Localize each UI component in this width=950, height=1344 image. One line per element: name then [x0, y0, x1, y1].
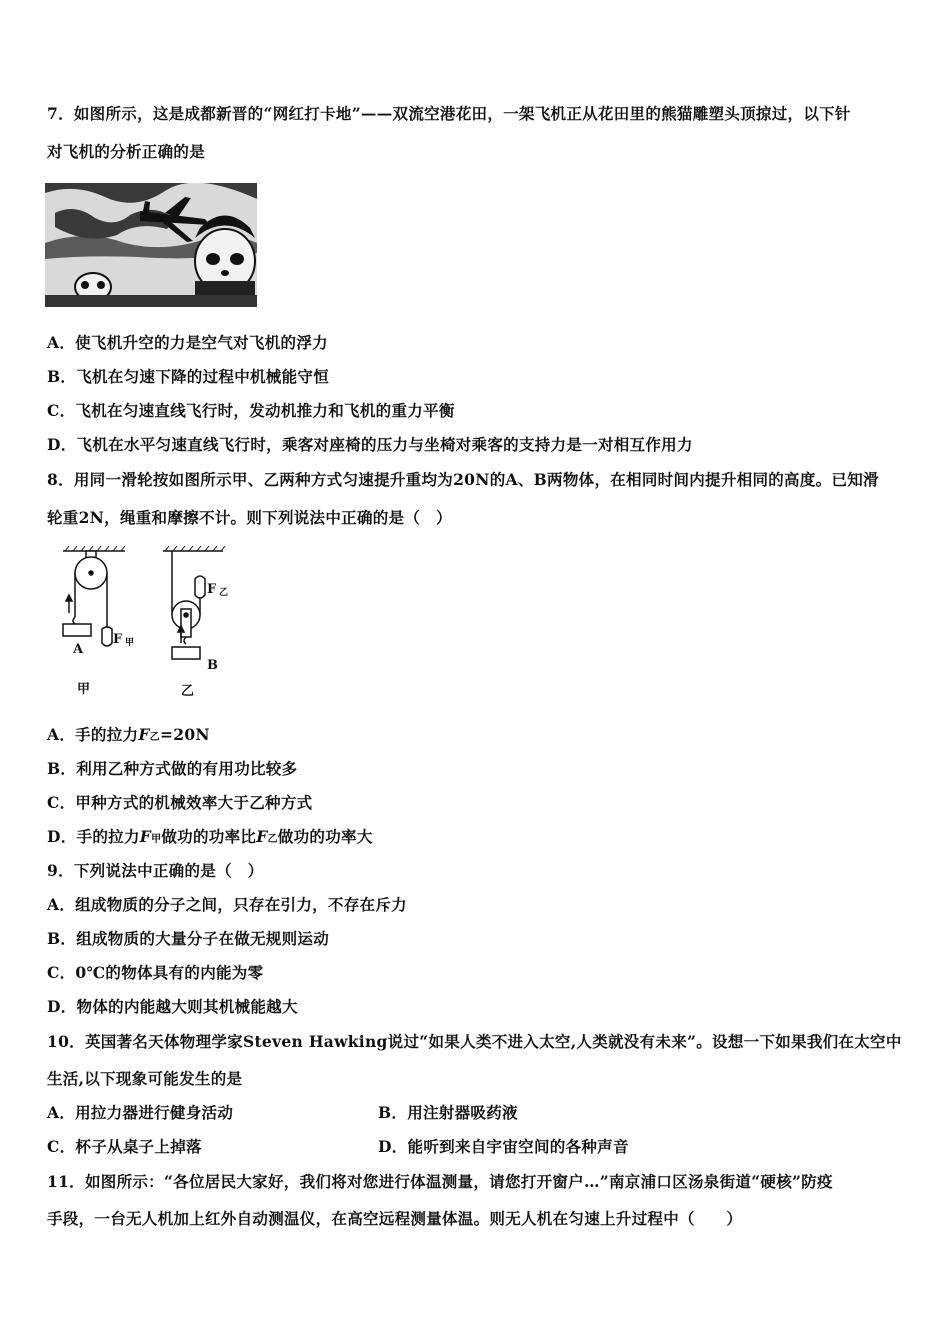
- q8-option-b: B．利用乙种方式做的有用功比较多: [47, 759, 298, 778]
- q8-label-f-yi-sub: 乙: [219, 588, 229, 598]
- q7-stem-line2: 对飞机的分析正确的是: [47, 142, 206, 161]
- q8-label-block-b: B: [207, 658, 218, 673]
- q8-option-d: [47, 825, 373, 847]
- q8-stem-line2: 轮重2N，绳重和摩擦不计。则下列说法中正确的是（ ）: [47, 508, 452, 527]
- q8-option-a-suffix: =20N: [159, 725, 210, 744]
- q8-option-d-sub2: 乙: [267, 834, 278, 845]
- q7-option-a: A．使飞机升空的力是空气对飞机的浮力: [47, 333, 328, 352]
- q8-label-block-a: A: [73, 642, 84, 657]
- q8-option-d-f2: F: [256, 827, 268, 846]
- q7-photo-plane-panda: [45, 183, 257, 307]
- q8-option-a-sub: 乙: [149, 732, 160, 743]
- q8-option-d-suffix: 做功的功率大: [277, 827, 373, 846]
- q11-stem-line1: 11．如图所示：“各位居民大家好，我们将对您进行体温测量，请您打开窗户…”南京浦口区汤泉街道“硬核”防疫: [47, 1172, 833, 1191]
- q9-option-a: A．组成物质的分子之间，只存在引力，不存在斥力: [47, 895, 407, 914]
- panda-statue-icon: [195, 216, 255, 308]
- q8-label-f-jia-sub: 甲: [125, 638, 135, 648]
- q8-pulley-diagram: [55, 543, 235, 703]
- q7-option-b: B．飞机在匀速下降的过程中机械能守恒: [47, 367, 330, 386]
- q8-option-d-sub1: 甲: [151, 834, 162, 845]
- q11-stem-line2: 手段，一台无人机加上红外自动测温仪，在高空远程测量体温。则无人机在匀速上升过程中（ ）: [47, 1209, 743, 1228]
- q8-option-d-mid: 做功的功率比: [161, 827, 257, 846]
- q8-caption-yi: 乙: [181, 684, 195, 699]
- q9-stem: 9．下列说法中正确的是（ ）: [47, 861, 264, 880]
- movable-pulley-figure: [163, 546, 225, 659]
- q8-stem-line1: 8．用同一滑轮按如图所示甲、乙两种方式匀速提升重均为20N的A、B两物体，在相同时间内提升相同的高度。已知滑: [47, 470, 879, 489]
- q8-option-d-f1: F: [139, 827, 152, 846]
- q10-stem-line2: 生活,以下现象可能发生的是: [47, 1069, 243, 1088]
- q10-option-b: B．用注射器吸药液: [378, 1103, 518, 1122]
- q8-option-a: [47, 723, 210, 745]
- hand-icon: [102, 627, 112, 646]
- q8-caption-jia: 甲: [77, 682, 91, 697]
- fixed-pulley-figure: [63, 546, 125, 646]
- q10-option-a: A．用拉力器进行健身活动: [47, 1103, 234, 1122]
- q8-label-f-yi: F: [207, 582, 217, 597]
- q10-option-c: C．杯子从桌子上掉落: [47, 1137, 202, 1156]
- q10-option-d: D．能听到来自宇宙空间的各种声音: [378, 1137, 629, 1156]
- q8-label-f-jia: F: [113, 632, 123, 647]
- q8-option-a-f: F: [138, 725, 150, 744]
- q8-option-a-prefix: A．手的拉力: [47, 725, 139, 744]
- q10-stem-line1: 10．英国著名天体物理学家Steven Hawking说过“如果人类不进入太空,人类就没有未来”。设想一下如果我们在太空中: [47, 1032, 902, 1051]
- q9-option-c: C．0℃的物体具有的内能为零: [47, 963, 264, 982]
- q7-option-c: C．飞机在匀速直线飞行时，发动机推力和飞机的重力平衡: [47, 401, 455, 420]
- hand-icon: [195, 576, 205, 598]
- q9-option-b: B．组成物质的大量分子在做无规则运动: [47, 929, 330, 948]
- q8-option-c: C．甲种方式的机械效率大于乙种方式: [47, 793, 313, 812]
- q7-stem-line1: 7．如图所示，这是成都新晋的“网红打卡地”——双流空港花田，一架飞机正从花田里的熊猫雕塑头顶掠过，以下针: [47, 104, 851, 123]
- q7-option-d: D．飞机在水平匀速直线飞行时，乘客对座椅的压力与坐椅对乘客的支持力是一对相互作用力: [47, 435, 693, 454]
- q9-option-d: D．物体的内能越大则其机械能越大: [47, 997, 298, 1016]
- q8-option-d-prefix: D．手的拉力: [47, 827, 140, 846]
